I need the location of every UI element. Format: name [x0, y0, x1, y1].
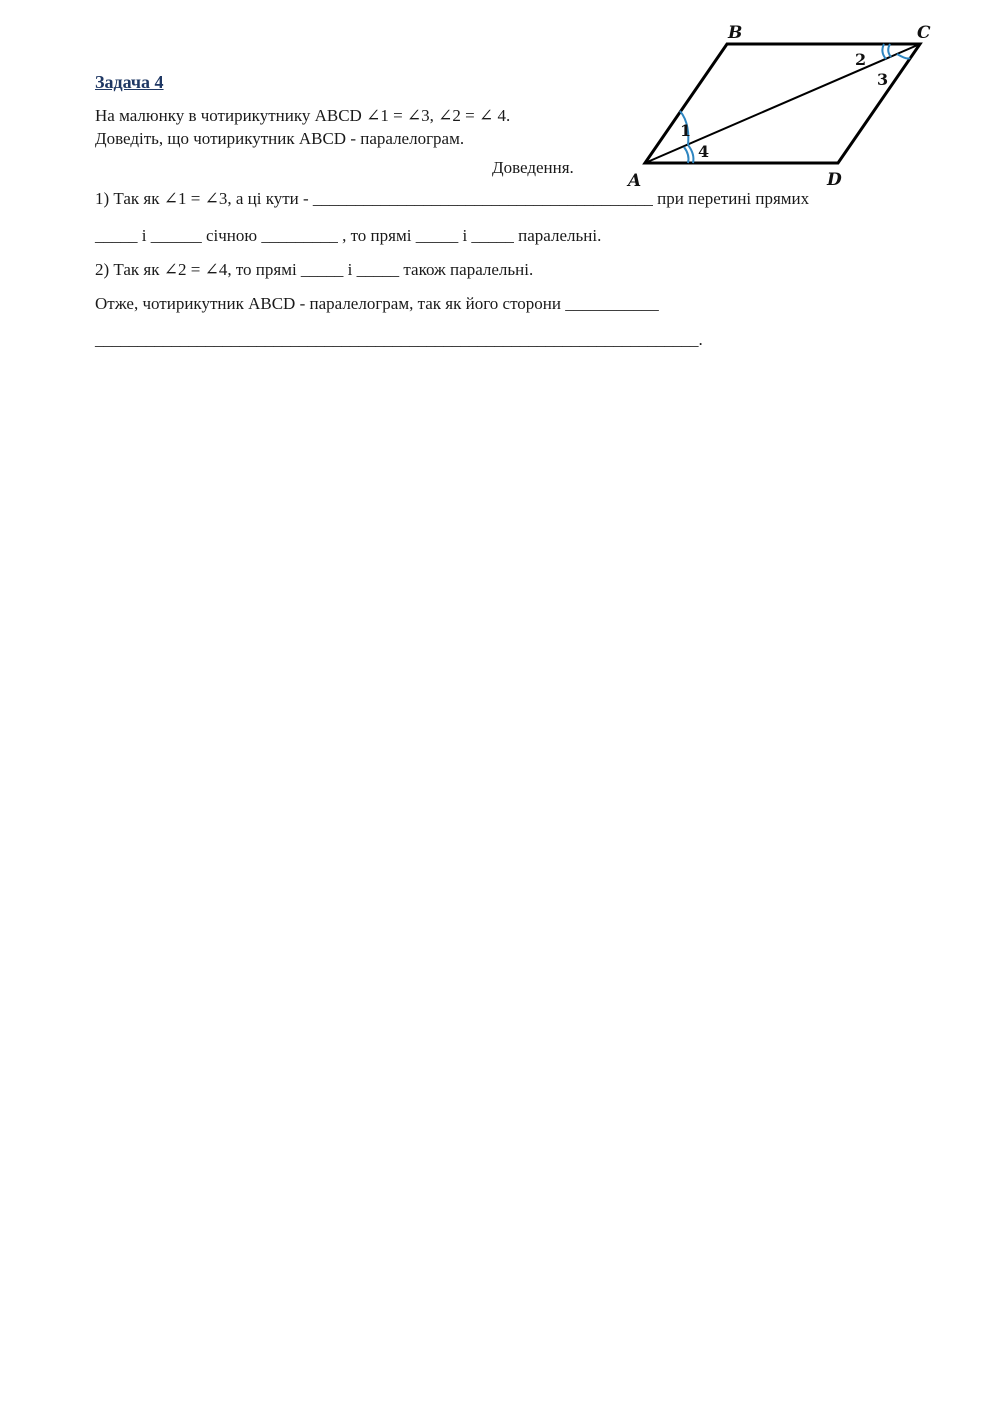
- proof-heading: Доведення.: [492, 158, 574, 177]
- angle-label-4: 4: [698, 142, 710, 161]
- angle-2-arc-1: [882, 44, 886, 59]
- angle-3-arc: [897, 54, 910, 59]
- task-statement-line-1: На малюнку в чотирикутнику ABCD ∠1 = ∠3, ∠2 = ∠ 4.: [95, 106, 511, 125]
- angle-2-arc-2: [888, 44, 891, 57]
- angle-4-arc-inner: [684, 147, 689, 163]
- vertex-label-c: C: [917, 23, 931, 43]
- task-title: Задача 4: [95, 72, 164, 92]
- proof-line-4: Отже, чотирикутник ABCD - паралелограм, так як його сторони ___________: [95, 294, 659, 313]
- proof-line-1: 1) Так як ∠1 = ∠3, а ці кути - ________________________________________ при перетині прямих: [95, 189, 810, 208]
- proof-line-5: _______________________________________________________________________.: [95, 330, 703, 349]
- angle-label-1: 1: [680, 121, 692, 140]
- vertex-label-b: B: [728, 23, 743, 43]
- angle-label-2: 2: [855, 50, 867, 69]
- vertex-label-a: A: [628, 171, 642, 191]
- vertex-label-d: D: [827, 170, 842, 190]
- proof-line-3: 2) Так як ∠2 = ∠4, то прямі _____ і _____ також паралельні.: [95, 260, 534, 279]
- proof-line-2: _____ і ______ січною _________ , то прямі _____ і _____ паралельні.: [95, 226, 602, 245]
- angle-label-3: 3: [877, 70, 889, 89]
- parallelogram-figure: [620, 18, 940, 193]
- task-statement-line-2: Доведіть, що чотирикутник ABCD - паралелограм.: [95, 129, 465, 148]
